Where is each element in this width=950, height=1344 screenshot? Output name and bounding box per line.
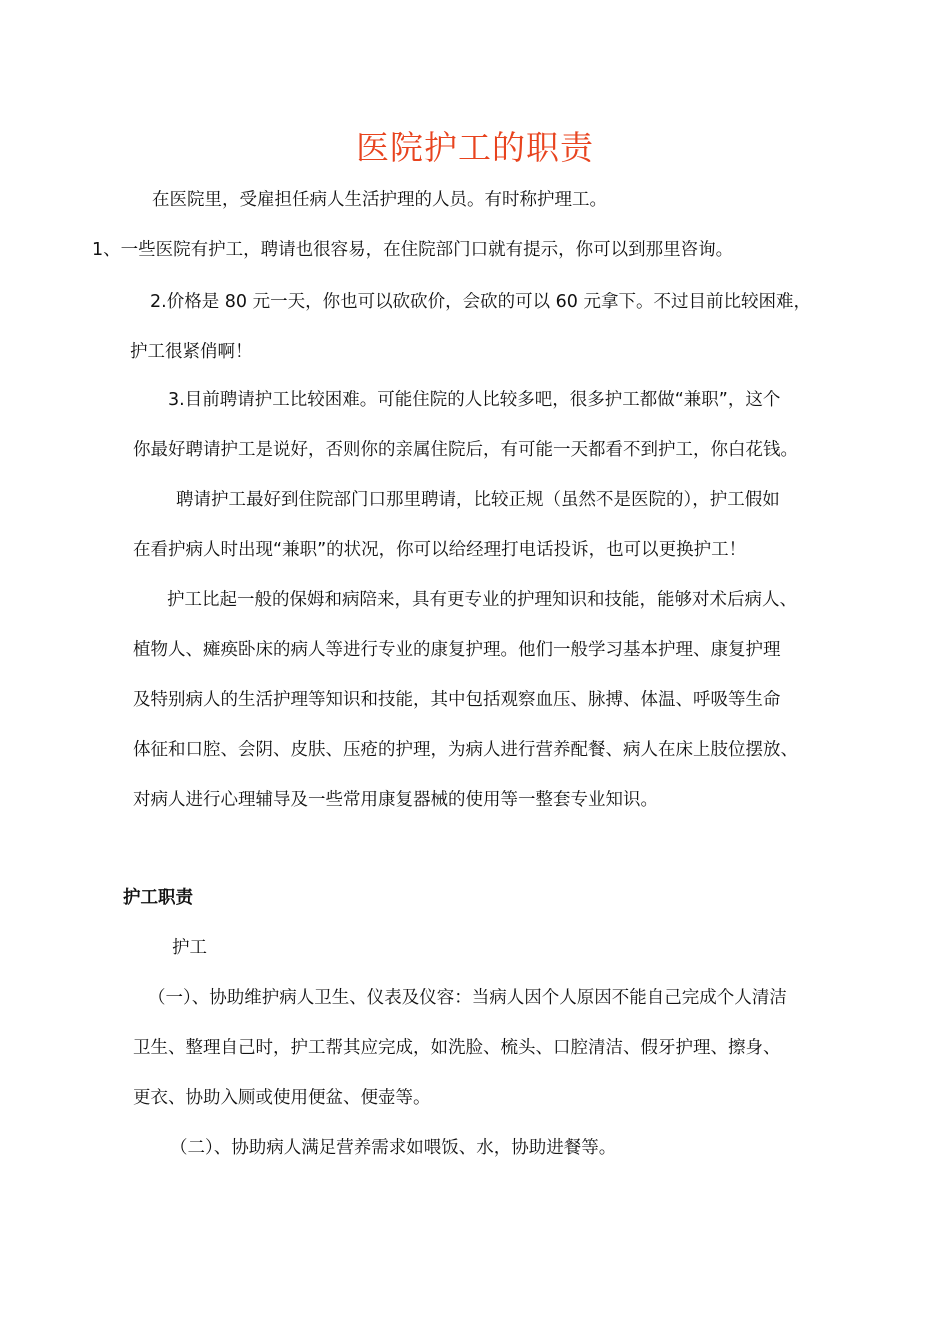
item-3-line-2: 你最好聘请护工是说好，否则你的亲属住院后，有可能一天都看不到护工，你白花钱。 (133, 440, 798, 460)
skill-para-line-2: 植物人、瘫痪卧床的病人等进行专业的康复护理。他们一般学习基本护理、康复护理 (133, 640, 781, 660)
item-1-line: 1、一些医院有护工，聘请也很容易，在住院部门口就有提示，你可以到那里咨询。 (92, 240, 734, 260)
duty-2-line-1: （二）、协助病人满足营养需求如喂饭、水，协助进餐等。 (170, 1138, 617, 1158)
duty-1-line-1: （一）、协助维护病人卫生、仪表及仪容：当病人因个人原因不能自己完成个人清洁 (148, 988, 787, 1008)
item-2-line-2: 护工很紧俏啊！ (130, 342, 253, 362)
hire-para-line-2: 在看护病人时出现“兼职”的状况，你可以给经理打电话投诉，也可以更换护工！ (133, 540, 747, 560)
intro-line: 在医院里，受雇担任病人生活护理的人员。有时称护理工。 (152, 190, 607, 210)
document-title: 医院护工的职责 (356, 128, 594, 167)
duty-1-line-2: 卫生、整理自己时，护工帮其应完成，如洗脸、梳头、口腔清洁、假牙护理、擦身、 (133, 1038, 781, 1058)
subheading: 护工 (172, 938, 207, 958)
skill-para-line-5: 对病人进行心理辅导及一些常用康复器械的使用等一整套专业知识。 (133, 790, 658, 810)
section-heading: 护工职责 (123, 888, 193, 908)
skill-para-line-1: 护工比起一般的保姆和病陪来，具有更专业的护理知识和技能，能够对术后病人、 (167, 590, 797, 610)
skill-para-line-4: 体征和口腔、会阴、皮肤、压疮的护理，为病人进行营养配餐、病人在床上肢位摆放、 (133, 740, 798, 760)
item-2-line-1: 2.价格是 80 元一天，你也可以砍砍价，会砍的可以 60 元拿下。不过目前比较困难， (150, 292, 811, 312)
duty-1-line-3: 更衣、协助入厕或使用便盆、便壶等。 (133, 1088, 431, 1108)
hire-para-line-1: 聘请护工最好到住院部门口那里聘请，比较正规（虽然不是医院的），护工假如 (176, 490, 780, 510)
skill-para-line-3: 及特别病人的生活护理等知识和技能，其中包括观察血压、脉搏、体温、呼吸等生命 (133, 690, 781, 710)
item-3-line-1: 3.目前聘请护工比较困难。可能住院的人比较多吧，很多护工都做“兼职”，这个 (168, 390, 781, 410)
